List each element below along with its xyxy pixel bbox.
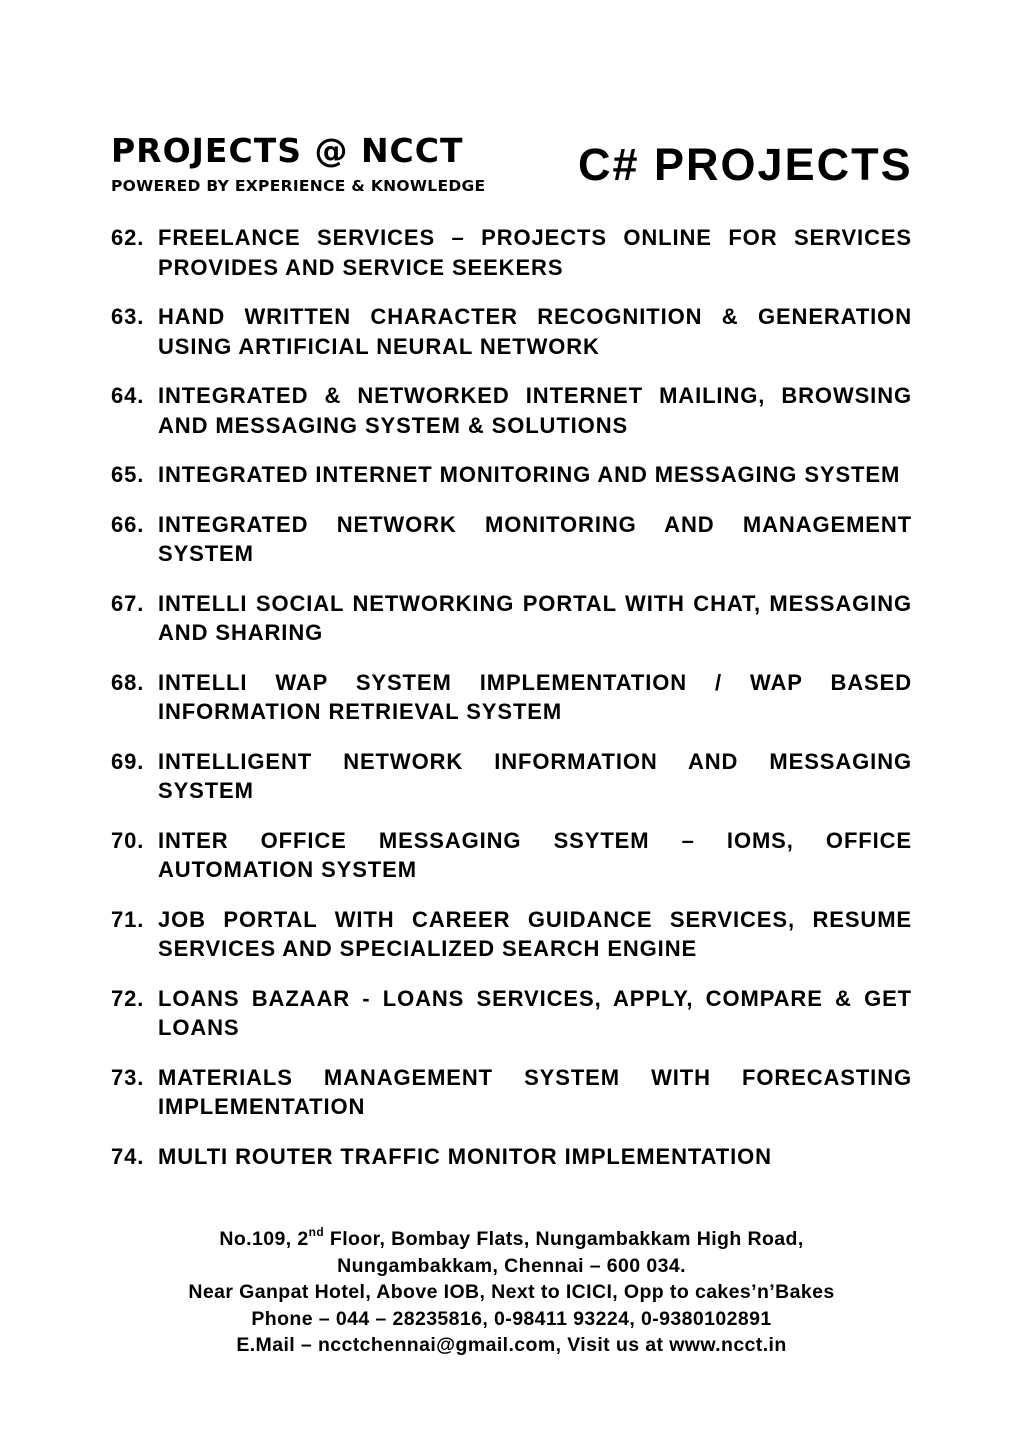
project-title: INTELLI SOCIAL NETWORKING PORTAL WITH CHAT, MESSAGING AND SHARING	[158, 590, 912, 645]
footer-contact-line: E.Mail – ncctchennai@gmail.com, Visit us at www.ncct.in	[236, 1334, 787, 1356]
footer-address-line	[111, 1226, 912, 1253]
list-item	[111, 1063, 912, 1122]
footer-landmark-line: Near Ganpat Hotel, Above IOB, Next to ICICI, Opp to cakes’n’Bakes	[188, 1281, 835, 1303]
project-number: 63.	[111, 304, 145, 329]
list-item	[111, 984, 912, 1043]
list-item	[111, 1142, 912, 1172]
project-number: 68.	[111, 669, 145, 695]
brand-title: PROJECTS @ NCCT	[111, 131, 464, 170]
project-title: MATERIALS MANAGEMENT SYSTEM WITH FORECASTING IMPLEMENTATION	[158, 1064, 912, 1119]
list-item	[111, 510, 912, 569]
project-title: JOB PORTAL WITH CAREER GUIDANCE SERVICES, RESUME SERVICES AND SPECIALIZED SEARCH ENGINE	[158, 906, 912, 961]
list-item	[111, 747, 912, 806]
project-number: 62.	[111, 225, 145, 250]
project-list	[111, 223, 912, 1191]
project-title: INTELLIGENT NETWORK INFORMATION AND MESSAGING SYSTEM	[158, 748, 912, 803]
project-title: FREELANCE SERVICES – PROJECTS ONLINE FOR SERVICES PROVIDES AND SERVICE SEEKERS	[158, 225, 912, 280]
project-number: 72.	[111, 985, 145, 1011]
project-title: MULTI ROUTER TRAFFIC MONITOR IMPLEMENTATION	[158, 1143, 772, 1169]
project-title: INTEGRATED INTERNET MONITORING AND MESSAGING SYSTEM	[158, 462, 901, 487]
list-item	[111, 381, 912, 440]
address-prefix: No.109, 2	[219, 1228, 309, 1250]
list-item	[111, 589, 912, 648]
list-item	[111, 668, 912, 727]
brand-block	[111, 132, 485, 195]
project-number: 70.	[111, 827, 145, 853]
project-number: 71.	[111, 906, 145, 932]
footer-city-line: Nungambakkam, Chennai – 600 034.	[337, 1254, 686, 1277]
address-superscript: nd	[308, 1225, 325, 1239]
project-title: INTELLI WAP SYSTEM IMPLEMENTATION / WAP BASED INFORMATION RETRIEVAL SYSTEM	[158, 669, 912, 724]
footer-address	[111, 1226, 912, 1359]
project-title: INTEGRATED & NETWORKED INTERNET MAILING, BROWSING AND MESSAGING SYSTEM & SOLUTIONS	[158, 383, 912, 438]
project-number: 74.	[111, 1143, 145, 1169]
address-suffix: Floor, Bombay Flats, Nungambakkam High Road,	[324, 1228, 804, 1250]
footer-phone-line: Phone – 044 – 28235816, 0-98411 93224, 0-9380102891	[251, 1307, 772, 1330]
project-title: LOANS BAZAAR - LOANS SERVICES, APPLY, COMPARE & GET LOANS	[158, 985, 912, 1040]
project-number: 66.	[111, 511, 145, 537]
list-item	[111, 905, 912, 964]
project-number: 69.	[111, 748, 145, 774]
list-item	[111, 223, 912, 282]
project-number: 73.	[111, 1064, 145, 1090]
project-number: 64.	[111, 383, 145, 408]
list-item	[111, 826, 912, 885]
project-title: INTEGRATED NETWORK MONITORING AND MANAGEMENT SYSTEM	[158, 511, 912, 566]
project-number: 67.	[111, 590, 145, 616]
list-item	[111, 460, 912, 490]
project-title: INTER OFFICE MESSAGING SSYTEM – IOMS, OFFICE AUTOMATION SYSTEM	[158, 827, 912, 882]
brand-tagline: POWERED BY EXPERIENCE & KNOWLEDGE	[111, 177, 486, 195]
list-item	[111, 302, 912, 361]
project-number: 65.	[111, 462, 145, 487]
page-title: C# PROJECTS	[578, 139, 913, 190]
project-title: HAND WRITTEN CHARACTER RECOGNITION & GENERATION USING ARTIFICIAL NEURAL NETWORK	[158, 304, 912, 359]
